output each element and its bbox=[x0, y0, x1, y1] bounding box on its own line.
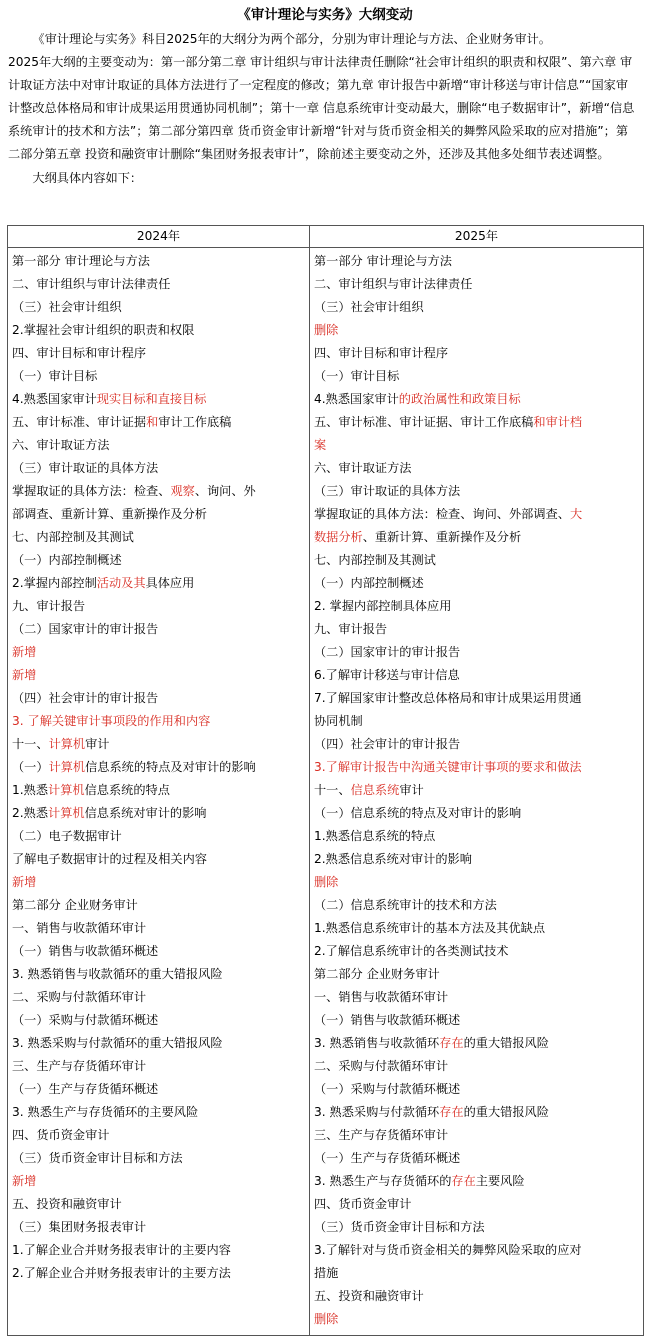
text-segment: 信息系统的特点及对审计的影响 bbox=[85, 760, 256, 774]
text-segment: 2.了解企业合并财务报表审计的主要方法 bbox=[12, 1266, 231, 1280]
outline-line bbox=[12, 388, 305, 411]
text-segment: 第二部分 企业财务审计 bbox=[314, 967, 440, 981]
outline-line bbox=[314, 1101, 639, 1124]
outline-line bbox=[314, 618, 639, 641]
highlighted-text: 新增 bbox=[12, 1174, 37, 1188]
outline-line bbox=[314, 1009, 639, 1032]
outline-line bbox=[12, 1239, 305, 1262]
outline-line bbox=[314, 825, 639, 848]
text-segment: （三）审计取证的具体方法 bbox=[314, 484, 461, 498]
text-segment: 3. 熟悉销售与收款循环的重大错报风险 bbox=[12, 967, 223, 981]
text-segment: 七、内部控制及其测试 bbox=[12, 530, 134, 544]
text-segment: 审计工作底稿 bbox=[158, 415, 232, 429]
highlighted-text: 观察 bbox=[170, 484, 195, 498]
outline-line bbox=[12, 848, 305, 871]
outline-line bbox=[12, 1124, 305, 1147]
text-segment: （二）信息系统审计的技术和方法 bbox=[314, 898, 497, 912]
highlighted-text: 新增 bbox=[12, 875, 37, 889]
text-segment: 五、投资和融资审计 bbox=[314, 1289, 424, 1303]
outline-line bbox=[314, 572, 639, 595]
text-segment: 1.熟悉信息系统审计的基本方法及其优缺点 bbox=[314, 921, 546, 935]
text-segment: （一）生产与存货循环概述 bbox=[314, 1151, 461, 1165]
text-segment: 九、审计报告 bbox=[314, 622, 388, 636]
outline-line bbox=[314, 503, 639, 526]
outline-line bbox=[314, 710, 639, 733]
intro-paragraph-1 bbox=[8, 28, 640, 51]
text-segment: 措施 bbox=[314, 1266, 339, 1280]
text-segment: 了解电子数据审计的过程及相关内容 bbox=[12, 852, 207, 866]
outline-line bbox=[314, 411, 639, 434]
text-segment: 四、审计目标和审计程序 bbox=[314, 346, 449, 360]
outline-line bbox=[314, 779, 639, 802]
highlighted-text: 和审计档 bbox=[533, 415, 583, 429]
highlighted-text: 和 bbox=[146, 415, 159, 429]
highlighted-text: 活动及其 bbox=[96, 576, 146, 590]
outline-line bbox=[314, 1124, 639, 1147]
text-segment: 二、采购与付款循环审计 bbox=[314, 1059, 449, 1073]
text-segment: （二）电子数据审计 bbox=[12, 829, 122, 843]
text-segment: （三）货币资金审计目标和方法 bbox=[12, 1151, 183, 1165]
text-segment: （三）审计取证的具体方法 bbox=[12, 461, 159, 475]
highlighted-text: 计算机 bbox=[48, 783, 85, 797]
outline-line bbox=[314, 687, 639, 710]
text-segment: （四）社会审计的审计报告 bbox=[12, 691, 159, 705]
table-body-row bbox=[8, 248, 644, 1336]
highlighted-text: 3.了解审计报告中沟通关键审计事项的要求和做法 bbox=[314, 760, 582, 774]
text-segment: 三、生产与存货循环审计 bbox=[12, 1059, 147, 1073]
text-segment: 七、内部控制及其测试 bbox=[314, 553, 436, 567]
text-segment: 四、审计目标和审计程序 bbox=[12, 346, 147, 360]
text-segment: 信息系统对审计的影响 bbox=[84, 806, 207, 820]
outline-line bbox=[314, 526, 639, 549]
text-segment: 的重大错报风险 bbox=[463, 1105, 549, 1119]
text-segment: （一）内部控制概述 bbox=[12, 553, 122, 567]
outline-line bbox=[12, 250, 305, 273]
outline-line bbox=[314, 1308, 639, 1331]
text-segment: 一、销售与收款循环审计 bbox=[314, 990, 449, 1004]
text-segment: 3. 熟悉生产与存货循环的 bbox=[314, 1174, 452, 1188]
text-segment: 、询问、外 bbox=[194, 484, 256, 498]
outline-line bbox=[12, 963, 305, 986]
text-segment: 信息系统的特点 bbox=[84, 783, 170, 797]
text-segment: （一）审计目标 bbox=[314, 369, 400, 383]
outline-line bbox=[12, 296, 305, 319]
outline-line bbox=[314, 319, 639, 342]
outline-line bbox=[314, 1147, 639, 1170]
outline-line bbox=[12, 1009, 305, 1032]
outline-line bbox=[12, 457, 305, 480]
outline-line bbox=[12, 710, 305, 733]
outline-line bbox=[314, 250, 639, 273]
text-segment: 具体应用 bbox=[145, 576, 195, 590]
text-segment: 四、货币资金审计 bbox=[12, 1128, 110, 1142]
outline-line bbox=[314, 894, 639, 917]
highlighted-text: 计算机 bbox=[48, 806, 85, 820]
text-segment: （一）内部控制概述 bbox=[314, 576, 424, 590]
outline-line bbox=[314, 963, 639, 986]
outline-line bbox=[12, 779, 305, 802]
outline-line bbox=[12, 1193, 305, 1216]
outline-line bbox=[314, 1285, 639, 1308]
text-segment: 协同机制 bbox=[314, 714, 363, 728]
outline-line bbox=[314, 273, 639, 296]
outline-line bbox=[12, 1032, 305, 1055]
text-segment: （三）社会审计组织 bbox=[314, 300, 424, 314]
text-segment: 的重大错报风险 bbox=[463, 1036, 549, 1050]
text-segment: （三）货币资金审计目标和方法 bbox=[314, 1220, 485, 1234]
outline-line bbox=[314, 457, 639, 480]
text-segment: 十一、 bbox=[12, 737, 49, 751]
text-segment: 一、销售与收款循环审计 bbox=[12, 921, 147, 935]
outline-line bbox=[12, 1216, 305, 1239]
text-segment: 四、货币资金审计 bbox=[314, 1197, 412, 1211]
text-segment: 二、采购与付款循环审计 bbox=[12, 990, 147, 1004]
outline-line bbox=[314, 1262, 639, 1285]
outline-line bbox=[12, 273, 305, 296]
outline-line bbox=[314, 434, 639, 457]
text-segment: 3. 熟悉采购与付款循环的重大错报风险 bbox=[12, 1036, 223, 1050]
text-segment: （一）销售与收款循环概述 bbox=[314, 1013, 461, 1027]
text-segment: 二、审计组织与审计法律责任 bbox=[12, 277, 171, 291]
highlighted-text: 数据分析 bbox=[314, 530, 363, 544]
outline-line bbox=[12, 733, 305, 756]
outline-line bbox=[314, 342, 639, 365]
outline-line bbox=[314, 480, 639, 503]
column-2025 bbox=[310, 248, 644, 1336]
text-segment: 第一部分 审计理论与方法 bbox=[12, 254, 150, 268]
outline-line bbox=[314, 296, 639, 319]
outline-line bbox=[12, 480, 305, 503]
outline-line bbox=[314, 664, 639, 687]
text-segment: （一） bbox=[12, 760, 49, 774]
highlighted-text: 计算机 bbox=[48, 760, 86, 774]
outline-line bbox=[12, 1170, 305, 1193]
text-segment: 五、审计标准、审计证据、审计工作底稿 bbox=[314, 415, 534, 429]
table-header-row bbox=[8, 226, 644, 248]
highlighted-text: 现实目标和直接目标 bbox=[96, 392, 207, 406]
text-segment: 4.熟悉国家审计 bbox=[12, 392, 97, 406]
intro-paragraph-2 bbox=[8, 51, 640, 166]
text-segment: 第一部分 审计理论与方法 bbox=[314, 254, 452, 268]
highlighted-text: 计算机 bbox=[48, 737, 86, 751]
outline-line bbox=[314, 756, 639, 779]
outline-line bbox=[12, 825, 305, 848]
outline-comparison-table bbox=[7, 225, 644, 1336]
outline-line bbox=[314, 1216, 639, 1239]
highlighted-text: 新增 bbox=[12, 645, 37, 659]
page-title: 《审计理论与实务》大纲变动 bbox=[237, 7, 413, 23]
text-segment: 2.了解信息系统审计的各类测试技术 bbox=[314, 944, 509, 958]
highlighted-text: 存在 bbox=[451, 1174, 476, 1188]
outline-line bbox=[314, 917, 639, 940]
text-segment: 3. 熟悉生产与存货循环的主要风险 bbox=[12, 1105, 199, 1119]
text-segment: 三、生产与存货循环审计 bbox=[314, 1128, 449, 1142]
outline-line bbox=[12, 1262, 305, 1285]
highlighted-text: 大 bbox=[569, 507, 583, 521]
outline-line bbox=[12, 411, 305, 434]
text-segment: 6.了解审计移送与审计信息 bbox=[314, 668, 460, 682]
outline-line bbox=[12, 319, 305, 342]
text-segment: 、重新计算、重新操作及分析 bbox=[362, 530, 522, 544]
outline-line bbox=[314, 1055, 639, 1078]
outline-line bbox=[12, 894, 305, 917]
text-segment: 1.熟悉信息系统的特点 bbox=[314, 829, 436, 843]
outline-line bbox=[12, 664, 305, 687]
text-segment: （一）销售与收款循环概述 bbox=[12, 944, 159, 958]
text-segment: 五、审计标准、审计证据 bbox=[12, 415, 147, 429]
text-segment: 1.了解企业合并财务报表审计的主要内容 bbox=[12, 1243, 231, 1257]
text-segment: 1.熟悉 bbox=[12, 783, 49, 797]
highlighted-text: 3. 了解关键审计事项段的作用和内容 bbox=[12, 714, 211, 728]
outline-line bbox=[314, 1239, 639, 1262]
outline-line bbox=[314, 1032, 639, 1055]
text-segment: 审计 bbox=[85, 737, 110, 751]
text-segment: 九、审计报告 bbox=[12, 599, 86, 613]
text-segment: （一）信息系统的特点及对审计的影响 bbox=[314, 806, 522, 820]
highlighted-text: 存在 bbox=[439, 1105, 464, 1119]
outline-line bbox=[12, 802, 305, 825]
text-segment: 2.熟悉 bbox=[12, 806, 49, 820]
text-segment: 第二部分 企业财务审计 bbox=[12, 898, 138, 912]
outline-line bbox=[12, 756, 305, 779]
highlighted-text: 的政治属性和政策目标 bbox=[398, 392, 521, 406]
text-segment: （二）国家审计的审计报告 bbox=[12, 622, 159, 636]
outline-line bbox=[12, 687, 305, 710]
outline-line bbox=[314, 1078, 639, 1101]
outline-line bbox=[12, 572, 305, 595]
outline-line bbox=[12, 917, 305, 940]
text-segment: 2. 掌握内部控制具体应用 bbox=[314, 599, 452, 613]
outline-line bbox=[314, 388, 639, 411]
highlighted-text: 案 bbox=[314, 438, 327, 452]
text-segment: 主要风险 bbox=[475, 1174, 525, 1188]
text-segment: 五、投资和融资审计 bbox=[12, 1197, 122, 1211]
outline-line bbox=[314, 1170, 639, 1193]
outline-line bbox=[314, 733, 639, 756]
text-segment: （二）国家审计的审计报告 bbox=[314, 645, 461, 659]
text-segment: （三）集团财务报表审计 bbox=[12, 1220, 147, 1234]
outline-line bbox=[12, 1101, 305, 1124]
outline-line bbox=[12, 1055, 305, 1078]
outline-line bbox=[314, 986, 639, 1009]
outline-line bbox=[12, 1078, 305, 1101]
column-2024 bbox=[8, 248, 310, 1336]
text-segment: 掌握取证的具体方法：检查、 bbox=[12, 484, 171, 498]
outline-line bbox=[12, 434, 305, 457]
outline-line bbox=[12, 365, 305, 388]
outline-line bbox=[314, 871, 639, 894]
highlighted-text: 删除 bbox=[314, 1312, 339, 1326]
text-segment: 2.掌握内部控制 bbox=[12, 576, 97, 590]
text-segment: （三）社会审计组织 bbox=[12, 300, 122, 314]
intro-paragraph-3: 大纲具体内容如下： bbox=[32, 171, 143, 185]
text-segment: 六、审计取证方法 bbox=[12, 438, 110, 452]
outline-line bbox=[12, 503, 305, 526]
outline-line bbox=[12, 1147, 305, 1170]
text-segment: （一）采购与付款循环概述 bbox=[314, 1082, 461, 1096]
highlighted-text: 新增 bbox=[12, 668, 37, 682]
outline-line bbox=[12, 526, 305, 549]
text-segment: （一）审计目标 bbox=[12, 369, 98, 383]
text-segment: 二、审计组织与审计法律责任 bbox=[314, 277, 473, 291]
header-2025: 2025年 bbox=[310, 226, 644, 248]
outline-line bbox=[314, 365, 639, 388]
text-segment: 2025年大纲的主要变动为：第一部分第二章 审计组织与审计法律责任删除“社会审计组织的职责和权限”、第六章 审计取证方法中对审计取证的具体方法进行了一定程度的修改；第九章 审计报告中新增“审计移送与审计信息”“国家审计整改总体格局和审计成果运用贯通协同机制”；第十一章 信息系统审计变动最大，删除“电子数据审计”，新增“信息系统审计的技术和方法”；第二部分第四章 货币资金审计新增“针对与货币资金相关的舞弊风险采取的应对措施”；第二部分第五章 投资和融资审计删除“集团财务报表审计”，除前述主要变动之外，还涉及其他多处细节表述调整。 bbox=[8, 55, 635, 161]
outline-line bbox=[314, 802, 639, 825]
text-segment: 《审计理论与实务》科目2025年的大纲分为两个部分，分别为审计理论与方法、企业财务审计。 bbox=[32, 32, 551, 46]
highlighted-text: 信息系统 bbox=[350, 783, 400, 797]
text-segment: 3.了解针对与货币资金相关的舞弊风险采取的应对 bbox=[314, 1243, 582, 1257]
text-segment: （一）采购与付款循环概述 bbox=[12, 1013, 159, 1027]
text-segment: （一）生产与存货循环概述 bbox=[12, 1082, 159, 1096]
outline-line bbox=[12, 595, 305, 618]
text-segment: 3. 熟悉采购与付款循环 bbox=[314, 1105, 440, 1119]
text-segment: 4.熟悉国家审计 bbox=[314, 392, 399, 406]
outline-line bbox=[314, 940, 639, 963]
text-segment: 掌握取证的具体方法：检查、询问、外部调查、 bbox=[314, 507, 570, 521]
outline-line bbox=[314, 595, 639, 618]
outline-line bbox=[12, 986, 305, 1009]
text-segment: 十一、 bbox=[314, 783, 351, 797]
highlighted-text: 删除 bbox=[314, 875, 339, 889]
text-segment: 审计 bbox=[399, 783, 424, 797]
outline-line bbox=[314, 1193, 639, 1216]
highlighted-text: 删除 bbox=[314, 323, 339, 337]
text-segment: 六、审计取证方法 bbox=[314, 461, 412, 475]
text-segment: 2.熟悉信息系统对审计的影响 bbox=[314, 852, 472, 866]
text-segment: 3. 熟悉销售与收款循环 bbox=[314, 1036, 440, 1050]
intro-section bbox=[8, 28, 640, 190]
outline-line bbox=[12, 641, 305, 664]
outline-line bbox=[12, 618, 305, 641]
header-2024: 2024年 bbox=[8, 226, 310, 248]
outline-line bbox=[12, 342, 305, 365]
outline-line bbox=[12, 871, 305, 894]
text-segment: 部调查、重新计算、重新操作及分析 bbox=[12, 507, 207, 521]
text-segment: （四）社会审计的审计报告 bbox=[314, 737, 461, 751]
outline-line bbox=[314, 848, 639, 871]
outline-line bbox=[314, 641, 639, 664]
text-segment: 2.掌握社会审计组织的职责和权限 bbox=[12, 323, 195, 337]
outline-line bbox=[12, 549, 305, 572]
outline-line bbox=[314, 549, 639, 572]
highlighted-text: 存在 bbox=[439, 1036, 464, 1050]
outline-line bbox=[12, 940, 305, 963]
text-segment: 7.了解国家审计整改总体格局和审计成果运用贯通 bbox=[314, 691, 582, 705]
